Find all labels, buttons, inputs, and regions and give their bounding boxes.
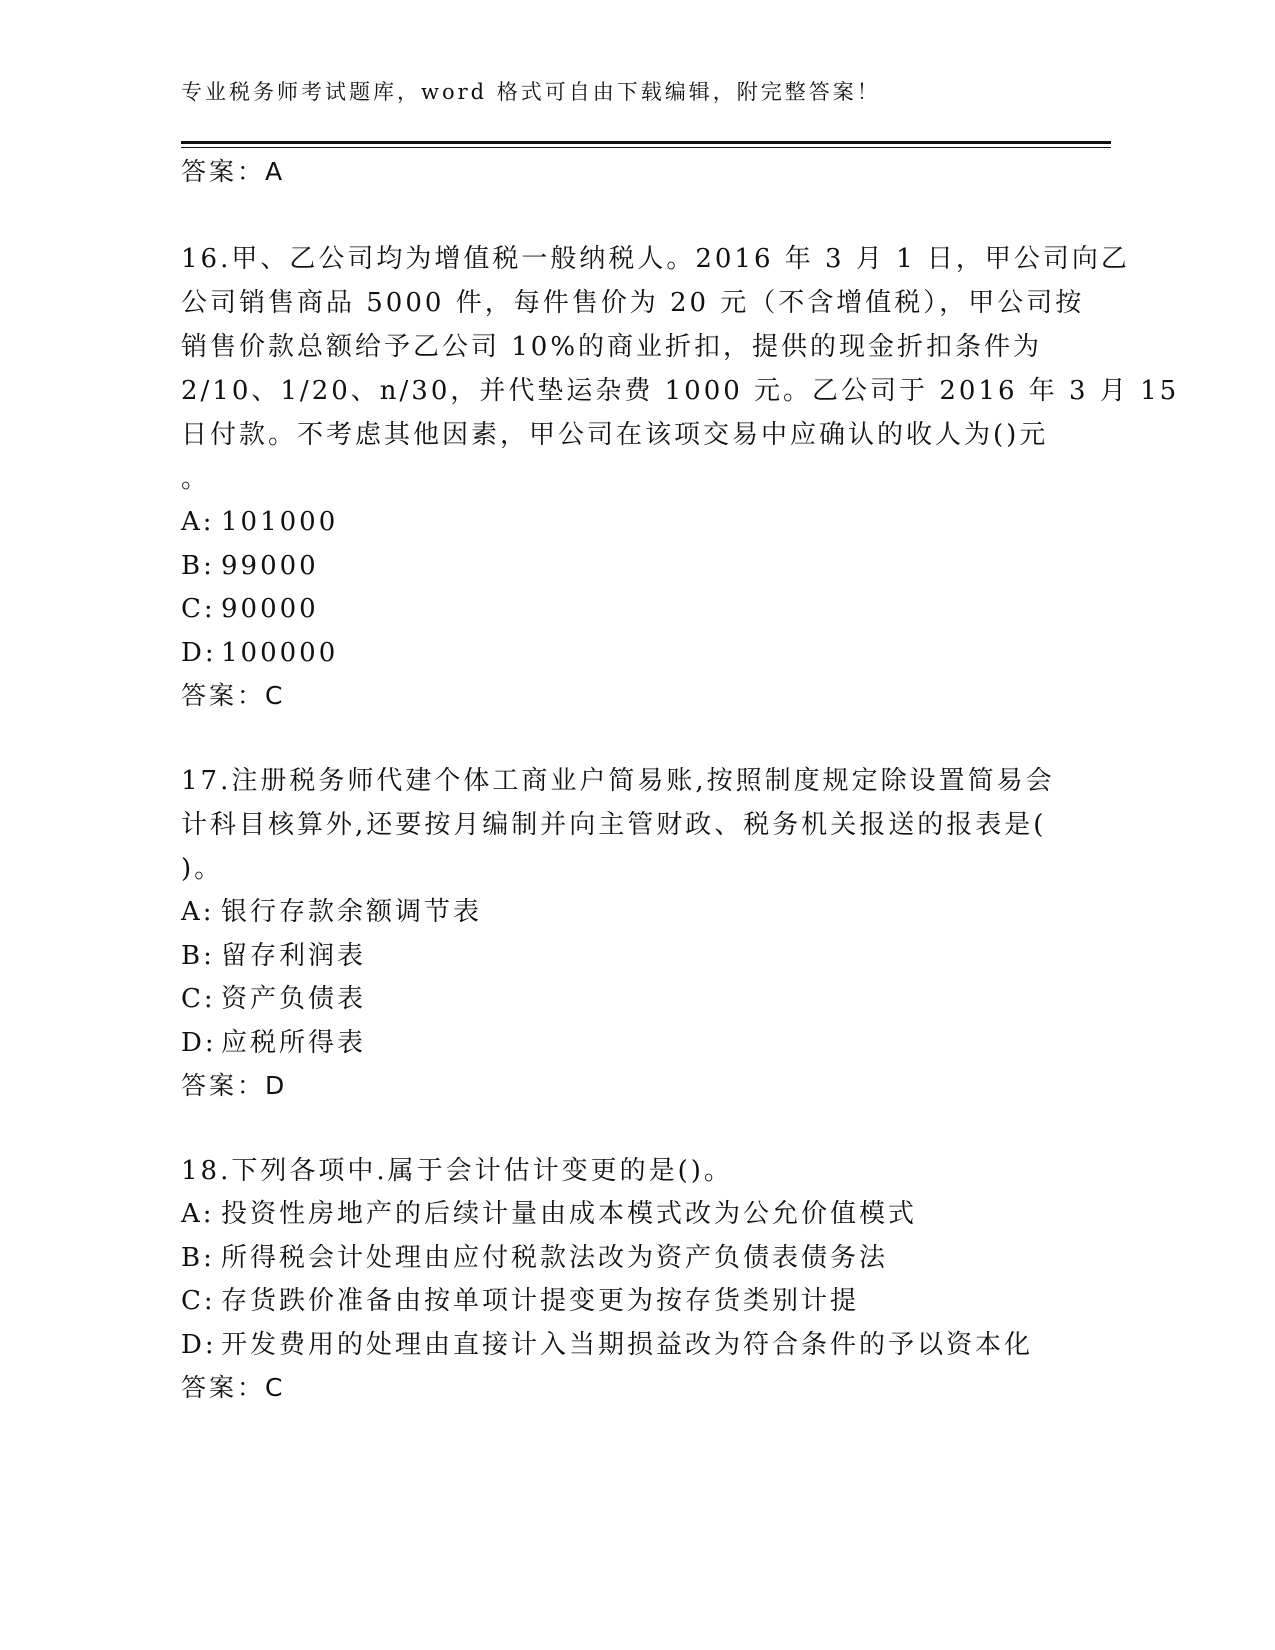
option-text: 100000 bbox=[221, 637, 339, 668]
question-line: 2/10、1/20、n/30，并代垫运杂费 1000 元。乙公司于 2016 年 3 月 15 bbox=[181, 376, 1180, 406]
option-c bbox=[181, 588, 1061, 632]
option-key: A: bbox=[181, 507, 215, 537]
option-key: B: bbox=[181, 940, 215, 971]
option-d bbox=[181, 1022, 1061, 1066]
option-b bbox=[181, 935, 1061, 979]
question-17 bbox=[181, 759, 1061, 891]
option-a bbox=[181, 501, 1061, 545]
question-line: 16.甲、乙公司均为增值税一般纳税人。2016 年 3 月 1 日，甲公司向乙 bbox=[181, 244, 1130, 274]
option-c bbox=[181, 978, 1061, 1022]
option-a bbox=[181, 1193, 1061, 1237]
header-rule-thick bbox=[181, 141, 1111, 144]
option-b bbox=[181, 545, 1061, 589]
option-text: 银行存款余额调节表 bbox=[221, 897, 483, 927]
option-key: D: bbox=[181, 1329, 217, 1360]
header-text: 专业税务师考试题库，word 格式可自由下载编辑，附完整答案！ bbox=[181, 80, 881, 104]
answer-18: 答案：C bbox=[181, 1373, 286, 1402]
option-key: B: bbox=[181, 550, 215, 581]
option-key: C: bbox=[181, 1286, 216, 1316]
option-text: 资产负债表 bbox=[221, 984, 367, 1014]
question-line: 计科目核算外,还要按月编制并向主管财政、税务机关报送的报表是( bbox=[181, 810, 1047, 840]
option-key: C: bbox=[181, 984, 216, 1014]
question-line: 。 bbox=[181, 464, 211, 494]
option-d bbox=[181, 1324, 1061, 1368]
question-line: 日付款。不考虑其他因素，甲公司在该项交易中应确认的收人为()元 bbox=[181, 420, 1049, 450]
option-text: 留存利润表 bbox=[221, 940, 367, 971]
option-key: D: bbox=[181, 1027, 217, 1058]
question-16 bbox=[181, 237, 1180, 501]
question-line: 17.注册税务师代建个体工商业户简易账,按照制度规定除设置简易会 bbox=[181, 766, 1055, 796]
option-d bbox=[181, 632, 1061, 676]
answer-16: 答案：C bbox=[181, 681, 286, 710]
option-text: 存货跌价准备由按单项计提变更为按存货类别计提 bbox=[221, 1286, 860, 1316]
option-text: 99000 bbox=[221, 550, 319, 581]
option-text: 101000 bbox=[221, 507, 339, 537]
option-text: 开发费用的处理由直接计入当期损益改为符合条件的予以资本化 bbox=[221, 1329, 1034, 1360]
option-b bbox=[181, 1237, 1061, 1281]
question-line: 销售价款总额给予乙公司 10%的商业折扣，提供的现金折扣条件为 bbox=[181, 332, 1043, 362]
option-key: A: bbox=[181, 1199, 215, 1229]
option-text: 90000 bbox=[221, 594, 319, 624]
question-line: 公司销售商品 5000 件，每件售价为 20 元（不含增值税），甲公司按 bbox=[181, 288, 1085, 318]
header-rule-thin bbox=[181, 147, 1111, 148]
option-text: 应税所得表 bbox=[221, 1027, 367, 1058]
option-text: 投资性房地产的后续计量由成本模式改为公允价值模式 bbox=[221, 1199, 918, 1229]
option-text: 所得税会计处理由应付税款法改为资产负债表债务法 bbox=[221, 1242, 889, 1273]
option-a bbox=[181, 891, 1061, 935]
option-c bbox=[181, 1280, 1061, 1324]
question-line: )。 bbox=[181, 854, 224, 884]
option-key: C: bbox=[181, 594, 216, 624]
question-line: 18.下列各项中.属于会计估计变更的是()。 bbox=[181, 1156, 733, 1186]
option-key: D: bbox=[181, 637, 217, 668]
option-key: A: bbox=[181, 897, 215, 927]
content bbox=[181, 155, 1180, 1405]
option-key: B: bbox=[181, 1242, 215, 1273]
question-18 bbox=[181, 1149, 1061, 1193]
answer-17: 答案：D bbox=[181, 1071, 288, 1100]
previous-answer: 答案：A bbox=[181, 157, 286, 186]
